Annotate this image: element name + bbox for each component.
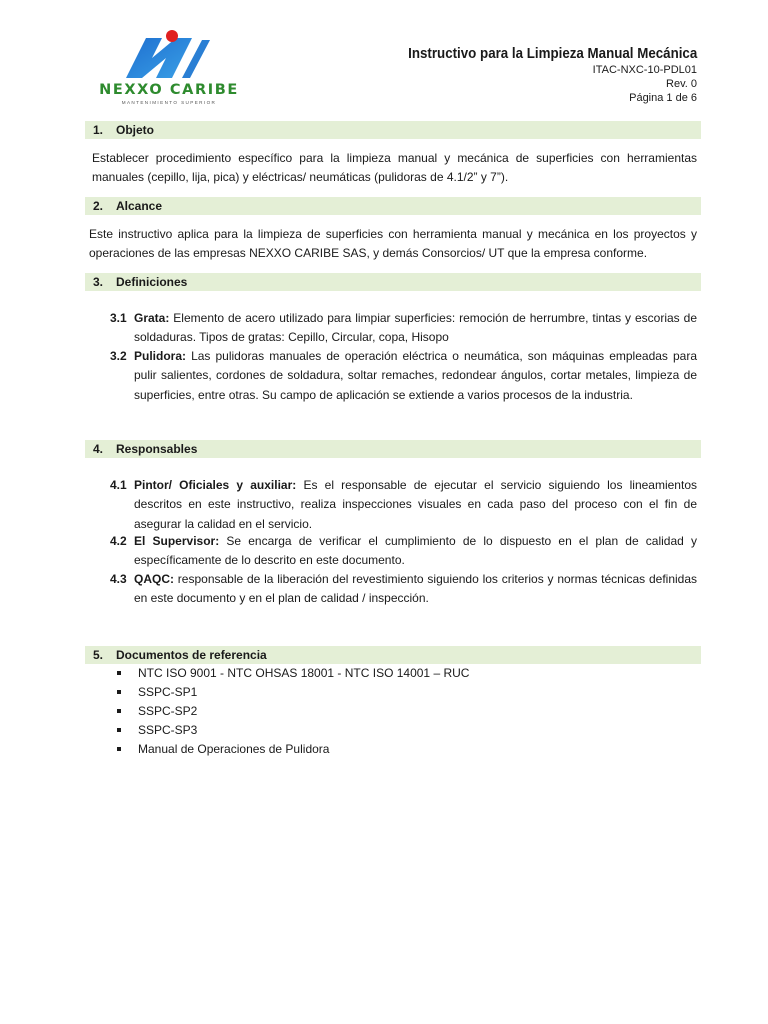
section-title: Alcance <box>116 199 163 213</box>
responsible-item <box>110 570 697 610</box>
logo-tagline: MANTENIMIENTO SUPERIOR <box>121 100 217 105</box>
section-number: 5. <box>93 648 104 662</box>
document-title: Instructivo para la Limpieza Manual Mecánica <box>407 46 697 62</box>
item-number: 3.2 <box>110 349 127 363</box>
reference-text: SSPC-SP2 <box>138 704 198 718</box>
section-number: 1. <box>93 123 104 137</box>
logo-name: NEXXO CARIBE <box>99 82 239 98</box>
item-term: Pintor/ Oficiales y auxiliar: <box>134 478 297 492</box>
section-header-responsables <box>85 440 701 458</box>
definition-item <box>110 309 697 349</box>
page-number: Página 1 de 6 <box>629 92 697 104</box>
alcance-text: Este instructivo aplica para la limpieza de superficies con herramienta manual y mecánica en los proyectos y operaciones de las empresas NEXXO CARIBE SAS, y demás Consorcios/ UT que la empresa conforme. <box>89 227 697 261</box>
item-text: Elemento de acero utilizado para limpiar superficies: remoción de herrumbre, tintas y escorias de soldaduras. Tipos de gratas: Cepillo, Circular, copa, Hisopo <box>134 311 697 345</box>
section-header-documentos <box>85 646 701 664</box>
document-code: ITAC-NXC-10-PDL01 <box>592 64 697 76</box>
item-text: Se encarga de verificar el cumplimiento de lo dispuesto en el plan de calidad y específicamente de lo descrito en este documento. <box>134 534 698 568</box>
item-text: responsable de la liberación del revestimiento siguiendo los criterios y normas técnicas definidas en este documento y en el plan de calidad / inspección. <box>134 572 697 606</box>
item-term: Grata: <box>134 311 170 325</box>
section-title: Responsables <box>116 442 198 456</box>
responsible-item <box>110 532 697 572</box>
reference-text: Manual de Operaciones de Pulidora <box>138 742 330 756</box>
responsible-item <box>110 476 697 536</box>
document-revision: Rev. 0 <box>666 78 697 90</box>
section-header-definiciones <box>85 273 701 291</box>
section-header-objeto <box>85 121 701 139</box>
definition-item <box>110 347 697 407</box>
item-text: Las pulidoras manuales de operación eléctrica o neumática, son máquinas empleadas para pulir salientes, cordones de soldadura, soltar remaches, redondear ángulos, cortar metales, limpieza de superficies, entre otras. Su campo de aplicación se extiende a varios procesos de la industria. <box>134 349 697 402</box>
logo-mark-icon <box>92 28 244 84</box>
item-number: 4.1 <box>110 478 127 492</box>
section-title: Documentos de referencia <box>116 648 267 662</box>
company-logo <box>92 28 244 108</box>
reference-text: NTC ISO 9001 - NTC OHSAS 18001 - NTC ISO 14001 – RUC <box>138 666 470 680</box>
section-number: 3. <box>93 275 104 289</box>
objeto-text: Establecer procedimiento específico para la limpieza manual y mecánica de superficies con herramientas manuales (cepillo, lija, pica) y eléctricas/ neumáticas (pulidoras de 4.1/2” y 7”). <box>92 151 697 185</box>
item-number: 4.2 <box>110 534 127 548</box>
item-term: El Supervisor: <box>134 534 220 548</box>
section-title: Definiciones <box>116 275 188 289</box>
reference-text: SSPC-SP3 <box>138 723 198 737</box>
item-term: QAQC: <box>134 572 174 586</box>
item-term: Pulidora: <box>134 349 187 363</box>
item-number: 4.3 <box>110 572 127 586</box>
reference-text: SSPC-SP1 <box>138 685 198 699</box>
section-header-alcance <box>85 197 701 215</box>
item-text: Es el responsable de ejecutar el servicio siguiendo los lineamientos descritos en este instructivo, realiza inspecciones visuales en cada paso del proceso con el fin de asegurar la calidad en el servicio. <box>134 478 697 531</box>
item-number: 3.1 <box>110 311 127 325</box>
section-title: Objeto <box>116 123 154 137</box>
section-number: 2. <box>93 199 104 213</box>
section-number: 4. <box>93 442 104 456</box>
